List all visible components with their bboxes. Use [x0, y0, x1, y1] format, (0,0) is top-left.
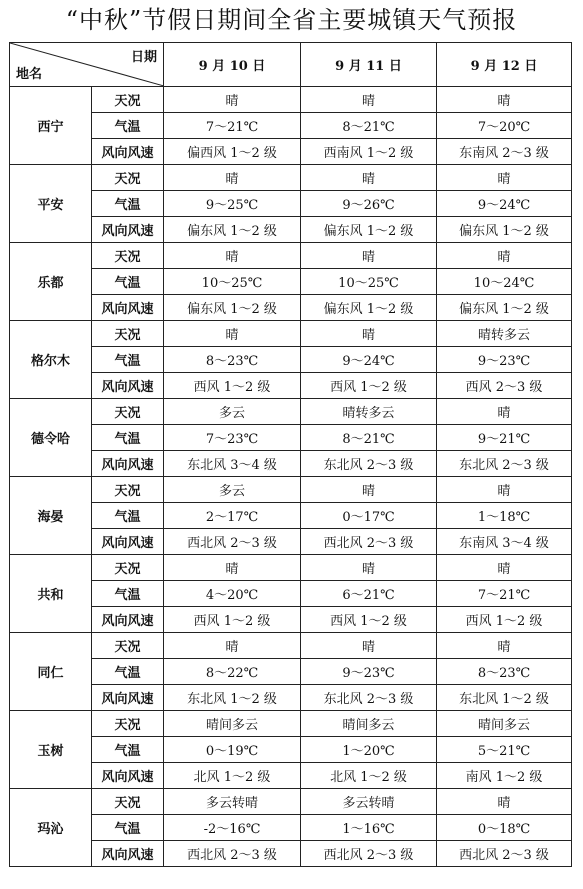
forecast-cell: 晴 — [164, 555, 301, 581]
forecast-cell: 偏西风 1～2 级 — [164, 139, 301, 165]
forecast-cell: 多云转晴 — [301, 789, 437, 815]
forecast-cell: 晴转多云 — [437, 321, 572, 347]
parameter-label: 气温 — [92, 503, 164, 529]
forecast-cell: 0～18℃ — [437, 815, 572, 841]
forecast-cell: 偏东风 1～2 级 — [301, 295, 437, 321]
forecast-cell: 东北风 1～2 级 — [164, 685, 301, 711]
forecast-cell: 9～21℃ — [437, 425, 572, 451]
forecast-cell: 晴 — [164, 321, 301, 347]
table-row — [10, 425, 572, 451]
city-name: 玛沁 — [10, 789, 92, 867]
forecast-cell: 晴转多云 — [301, 399, 437, 425]
forecast-cell: 8～22℃ — [164, 659, 301, 685]
table-row — [10, 217, 572, 243]
forecast-cell: 6～21℃ — [301, 581, 437, 607]
table-row — [10, 295, 572, 321]
table-row — [10, 373, 572, 399]
forecast-cell: 晴 — [164, 87, 301, 113]
table-row — [10, 321, 572, 347]
forecast-cell: 晴 — [437, 87, 572, 113]
forecast-cell: 晴 — [301, 555, 437, 581]
table-row — [10, 87, 572, 113]
table-row — [10, 737, 572, 763]
forecast-cell: 多云转晴 — [164, 789, 301, 815]
forecast-cell: 晴 — [301, 477, 437, 503]
forecast-cell: 东北风 1～2 级 — [437, 685, 572, 711]
forecast-cell: 7～21℃ — [164, 113, 301, 139]
table-row — [10, 659, 572, 685]
forecast-cell: 晴 — [164, 165, 301, 191]
parameter-label: 天况 — [92, 555, 164, 581]
forecast-cell: 东南风 2～3 级 — [437, 139, 572, 165]
forecast-cell: 9～23℃ — [301, 659, 437, 685]
forecast-cell: 西北风 2～3 级 — [301, 529, 437, 555]
forecast-cell: 东北风 2～3 级 — [437, 451, 572, 477]
forecast-cell: 9～24℃ — [437, 191, 572, 217]
forecast-cell: 南风 1～2 级 — [437, 763, 572, 789]
city-name: 海晏 — [10, 477, 92, 555]
table-row — [10, 243, 572, 269]
forecast-cell: 西北风 2～3 级 — [301, 841, 437, 867]
forecast-cell: 10～25℃ — [301, 269, 437, 295]
parameter-label: 风向风速 — [92, 373, 164, 399]
forecast-cell: 北风 1～2 级 — [164, 763, 301, 789]
table-row — [10, 139, 572, 165]
forecast-cell: 多云 — [164, 399, 301, 425]
parameter-label: 天况 — [92, 399, 164, 425]
header-row — [10, 43, 572, 87]
forecast-cell: 东北风 2～3 级 — [301, 685, 437, 711]
table-row — [10, 113, 572, 139]
table-row — [10, 841, 572, 867]
city-name: 平安 — [10, 165, 92, 243]
parameter-label: 气温 — [92, 347, 164, 373]
forecast-cell: 东北风 3～4 级 — [164, 451, 301, 477]
forecast-cell: 西风 1～2 级 — [301, 607, 437, 633]
forecast-cell: 1～18℃ — [437, 503, 572, 529]
page-title: “中秋”节假日期间全省主要城镇天气预报 — [65, 6, 518, 34]
table-row — [10, 347, 572, 373]
parameter-label: 气温 — [92, 815, 164, 841]
table-row — [10, 685, 572, 711]
parameter-label: 天况 — [92, 321, 164, 347]
forecast-cell: 偏东风 1～2 级 — [164, 295, 301, 321]
forecast-cell: 4～20℃ — [164, 581, 301, 607]
date-header: 9 月 10 日 — [164, 43, 301, 87]
forecast-cell: 晴 — [301, 87, 437, 113]
parameter-label: 气温 — [92, 113, 164, 139]
forecast-cell: 晴间多云 — [437, 711, 572, 737]
forecast-cell: 7～20℃ — [437, 113, 572, 139]
forecast-table — [9, 42, 572, 867]
forecast-cell: 9～26℃ — [301, 191, 437, 217]
city-name: 乐都 — [10, 243, 92, 321]
table-row — [10, 711, 572, 737]
city-name: 玉树 — [10, 711, 92, 789]
parameter-label: 风向风速 — [92, 763, 164, 789]
parameter-label: 天况 — [92, 165, 164, 191]
parameter-label: 天况 — [92, 789, 164, 815]
table-row — [10, 529, 572, 555]
forecast-cell: 晴间多云 — [164, 711, 301, 737]
parameter-label: 气温 — [92, 269, 164, 295]
forecast-cell: 西南风 1～2 级 — [301, 139, 437, 165]
table-row — [10, 607, 572, 633]
forecast-cell: 8～21℃ — [301, 113, 437, 139]
forecast-cell: 晴 — [301, 321, 437, 347]
forecast-cell: -2～16℃ — [164, 815, 301, 841]
forecast-cell: 晴 — [437, 477, 572, 503]
table-row — [10, 269, 572, 295]
forecast-cell: 晴 — [437, 789, 572, 815]
table-row — [10, 581, 572, 607]
parameter-label: 风向风速 — [92, 607, 164, 633]
forecast-cell: 晴 — [437, 243, 572, 269]
forecast-cell: 9～23℃ — [437, 347, 572, 373]
place-axis-label: 地名 — [16, 67, 43, 82]
parameter-label: 风向风速 — [92, 139, 164, 165]
forecast-cell: 晴 — [437, 399, 572, 425]
city-name: 格尔木 — [10, 321, 92, 399]
table-row — [10, 191, 572, 217]
parameter-label: 风向风速 — [92, 295, 164, 321]
table-row — [10, 451, 572, 477]
parameter-label: 风向风速 — [92, 529, 164, 555]
forecast-cell: 西北风 2～3 级 — [437, 841, 572, 867]
parameter-label: 气温 — [92, 581, 164, 607]
parameter-label: 天况 — [92, 87, 164, 113]
forecast-cell: 西风 1～2 级 — [437, 607, 572, 633]
forecast-cell: 7～21℃ — [437, 581, 572, 607]
date-axis-label: 日期 — [130, 50, 157, 65]
parameter-label: 天况 — [92, 633, 164, 659]
corner-header-cell — [10, 43, 164, 87]
forecast-cell: 8～21℃ — [301, 425, 437, 451]
table-row — [10, 763, 572, 789]
forecast-cell: 西风 1～2 级 — [164, 607, 301, 633]
forecast-cell: 10～24℃ — [437, 269, 572, 295]
table-row — [10, 165, 572, 191]
forecast-cell: 东北风 2～3 级 — [301, 451, 437, 477]
forecast-cell: 偏东风 1～2 级 — [437, 295, 572, 321]
forecast-cell: 8～23℃ — [164, 347, 301, 373]
parameter-label: 风向风速 — [92, 841, 164, 867]
forecast-cell: 晴 — [437, 165, 572, 191]
forecast-cell: 晴 — [164, 633, 301, 659]
forecast-cell: 2～17℃ — [164, 503, 301, 529]
parameter-label: 天况 — [92, 711, 164, 737]
forecast-cell: 0～17℃ — [301, 503, 437, 529]
forecast-cell: 7～23℃ — [164, 425, 301, 451]
forecast-cell: 西风 1～2 级 — [164, 373, 301, 399]
table-row — [10, 789, 572, 815]
parameter-label: 天况 — [92, 477, 164, 503]
forecast-cell: 9～24℃ — [301, 347, 437, 373]
date-header: 9 月 11 日 — [301, 43, 437, 87]
forecast-cell: 晴 — [301, 633, 437, 659]
forecast-cell: 晴 — [437, 633, 572, 659]
forecast-cell: 晴 — [301, 165, 437, 191]
parameter-label: 气温 — [92, 191, 164, 217]
parameter-label: 气温 — [92, 425, 164, 451]
table-row — [10, 555, 572, 581]
forecast-cell: 晴 — [301, 243, 437, 269]
table-row — [10, 633, 572, 659]
city-name: 西宁 — [10, 87, 92, 165]
forecast-cell: 西风 2～3 级 — [437, 373, 572, 399]
city-name: 德令哈 — [10, 399, 92, 477]
forecast-cell: 8～23℃ — [437, 659, 572, 685]
forecast-cell: 偏东风 1～2 级 — [437, 217, 572, 243]
table-row — [10, 477, 572, 503]
forecast-cell: 多云 — [164, 477, 301, 503]
parameter-label: 天况 — [92, 243, 164, 269]
forecast-cell: 北风 1～2 级 — [301, 763, 437, 789]
forecast-cell: 偏东风 1～2 级 — [164, 217, 301, 243]
city-name: 同仁 — [10, 633, 92, 711]
table-row — [10, 399, 572, 425]
forecast-cell: 晴 — [164, 243, 301, 269]
parameter-label: 气温 — [92, 659, 164, 685]
table-row — [10, 503, 572, 529]
forecast-cell: 晴间多云 — [301, 711, 437, 737]
forecast-cell: 西北风 2～3 级 — [164, 529, 301, 555]
city-name: 共和 — [10, 555, 92, 633]
forecast-cell: 东南风 3～4 级 — [437, 529, 572, 555]
parameter-label: 风向风速 — [92, 451, 164, 477]
parameter-label: 风向风速 — [92, 217, 164, 243]
forecast-cell: 西北风 2～3 级 — [164, 841, 301, 867]
forecast-cell: 0～19℃ — [164, 737, 301, 763]
forecast-cell: 1～16℃ — [301, 815, 437, 841]
parameter-label: 风向风速 — [92, 685, 164, 711]
forecast-cell: 晴 — [437, 555, 572, 581]
forecast-cell: 1～20℃ — [301, 737, 437, 763]
forecast-cell: 5～21℃ — [437, 737, 572, 763]
table-row — [10, 815, 572, 841]
parameter-label: 气温 — [92, 737, 164, 763]
forecast-cell: 西风 1～2 级 — [301, 373, 437, 399]
forecast-cell: 偏东风 1～2 级 — [301, 217, 437, 243]
forecast-cell: 9～25℃ — [164, 191, 301, 217]
forecast-cell: 10～25℃ — [164, 269, 301, 295]
date-header: 9 月 12 日 — [437, 43, 572, 87]
